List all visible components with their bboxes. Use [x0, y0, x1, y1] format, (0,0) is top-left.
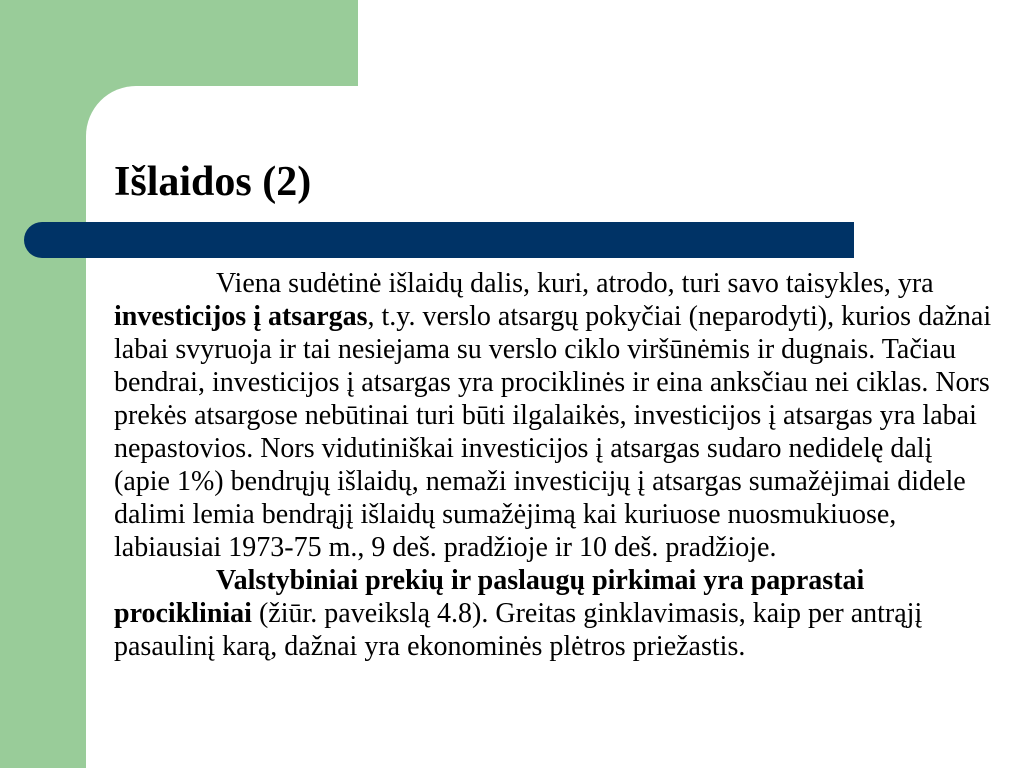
slide-title: Išlaidos (2) [114, 159, 312, 205]
paragraph-1-bold-term: investicijos į atsargas [114, 301, 368, 332]
paragraph-2-text: (žiūr. paveikslą 4.8). Greitas ginklavimasis, kaip per antrąjį pasaulinį karą, dažnai yra ekonominės plėtros priežastis. [114, 598, 923, 662]
paragraph-2-bold-term: Valstybiniai prekių ir paslaugų pirkimai yra paprastai procikliniai [114, 565, 865, 629]
slide-body [114, 267, 994, 663]
paragraph-inventory-investment [114, 267, 994, 564]
paragraph-1-text-end: , t.y. verslo atsargų pokyčiai (neparodyti), kurios dažnai labai svyruoja ir tai nesiejama su verslo ciklo viršūnėmis ir dugnais. Tačiau bendrai, investicijos į atsargas yra prociklinės ir eina anksčiau nei ciklas. Nors prekės atsargose nebūtinai turi būti ilgalaikės, investicijos į atsargas yra labai nepastovios. Nors vidutiniškai investicijos į atsargas sudaro nedidelę dalį (apie 1%) bendrųjų išlaidų, nemaži investicijų į atsargas sumažėjimai didele dalimi lemia bendrąjį išlaidų sumažėjimą kai kuriuose nuosmukiuose, labiausiai 1973-75 m., 9 deš. pradžioje ir 10 deš. pradžioje. [114, 301, 992, 563]
paragraph-1-text-start: Viena sudėtinė išlaidų dalis, kuri, atrodo, turi savo taisykles, yra [216, 268, 934, 299]
paragraph-government-purchases [114, 564, 994, 663]
title-underline-bar [24, 222, 854, 258]
